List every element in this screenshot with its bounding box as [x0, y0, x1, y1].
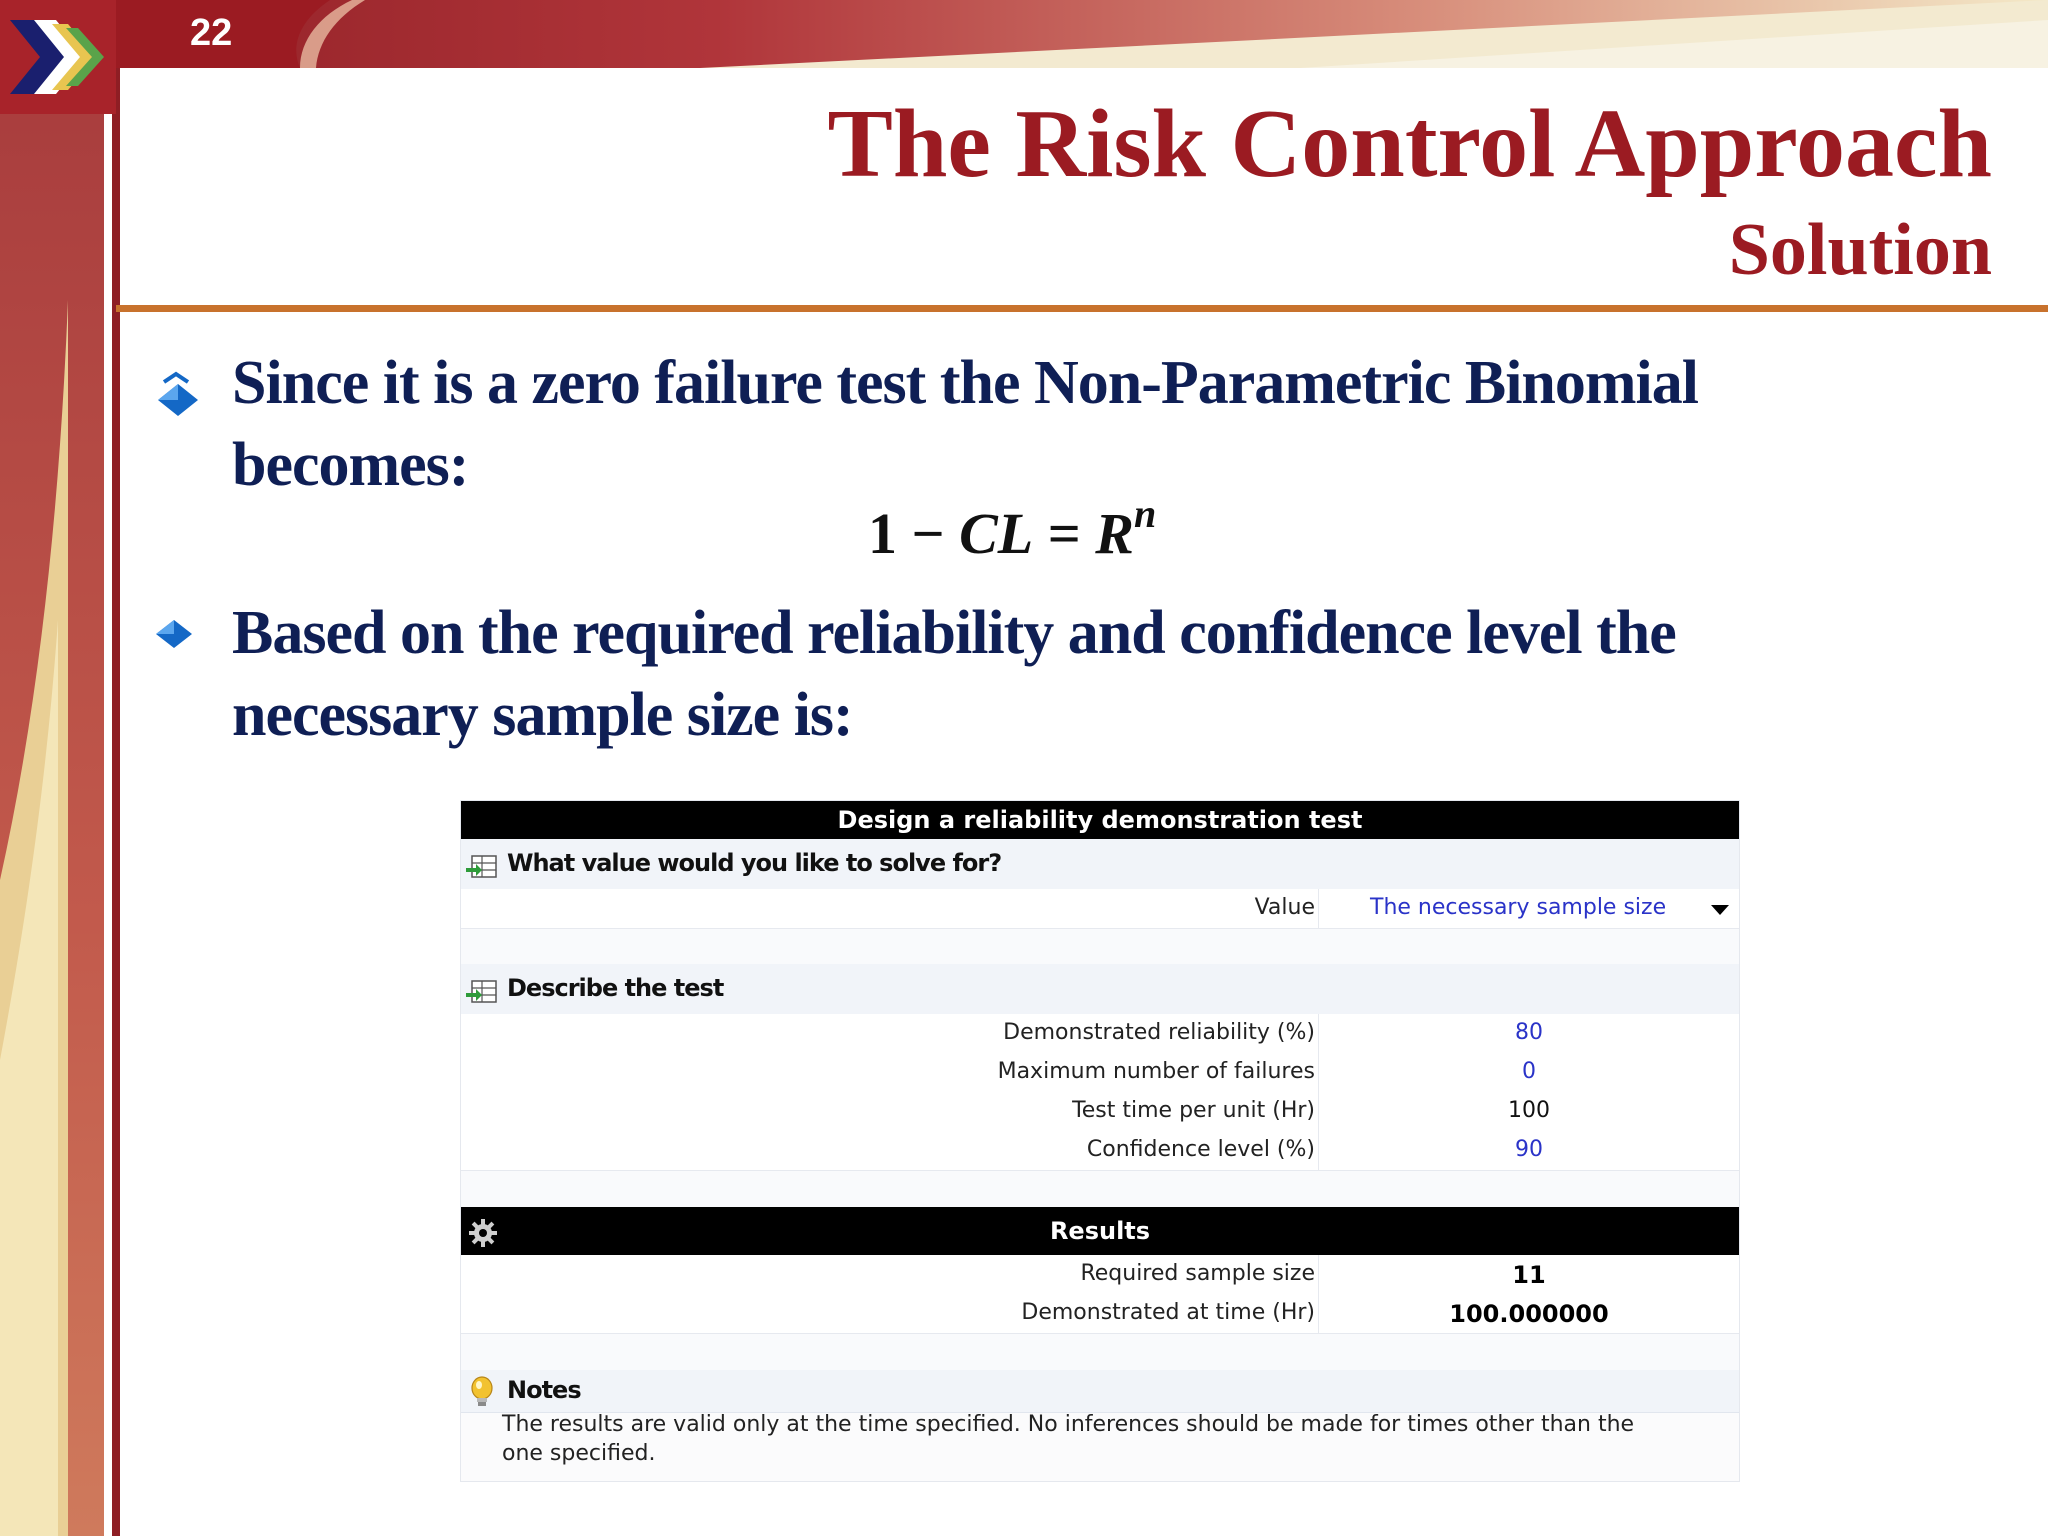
formula-minus: −	[897, 501, 960, 566]
demonstrated-time-label: Demonstrated at time (Hr)	[1021, 1300, 1315, 1325]
max-failures-label: Maximum number of failures	[997, 1059, 1315, 1084]
describe-section-heading: Describe the test	[507, 974, 724, 1002]
confidence-row[interactable]	[461, 1131, 1739, 1171]
panel-header: Design a reliability demonstration test	[461, 801, 1739, 839]
title-divider	[116, 305, 2048, 312]
dropdown-arrow-icon[interactable]	[1711, 905, 1729, 915]
page-subtitle: Solution	[1728, 209, 1992, 291]
bullet-diamond-icon	[154, 370, 204, 426]
gear-icon	[467, 1217, 499, 1249]
confidence-input[interactable]: 90	[1515, 1137, 1543, 1162]
slide-number: 22	[190, 12, 233, 54]
sample-size-label: Required sample size	[1080, 1261, 1315, 1286]
logo-chevrons-icon	[0, 0, 116, 114]
notes-heading: Notes	[507, 1376, 581, 1404]
formula-one: 1	[868, 501, 897, 566]
notes-header	[461, 1370, 1739, 1413]
reliability-label: Demonstrated reliability (%)	[1003, 1020, 1315, 1045]
bullet-sample-size: Based on the required reliability and confidence level the necessary sample size is:	[232, 599, 1676, 749]
demonstrated-time-row	[461, 1294, 1739, 1334]
max-failures-input[interactable]: 0	[1522, 1059, 1536, 1084]
value-row[interactable]	[461, 889, 1739, 929]
results-heading: Results	[1049, 1217, 1151, 1245]
test-time-input[interactable]: 100	[1508, 1098, 1550, 1123]
solve-section-header	[461, 839, 1739, 890]
bullet-diamond-icon	[154, 614, 196, 654]
sample-size-row	[461, 1255, 1739, 1295]
max-failures-row[interactable]	[461, 1053, 1739, 1093]
reliability-input[interactable]: 80	[1515, 1020, 1543, 1045]
bullet-zero-failure: Since it is a zero failure test the Non-Parametric Binomial becomes:	[232, 349, 1698, 499]
reliability-row[interactable]	[461, 1014, 1739, 1054]
solve-for-select[interactable]: The necessary sample size	[1370, 895, 1667, 920]
results-header	[461, 1207, 1739, 1255]
formula-equals: =	[1033, 501, 1096, 566]
solve-section-heading: What value would you like to solve for?	[507, 849, 1002, 877]
formula-exponent: n	[1133, 491, 1157, 536]
describe-section-header	[461, 964, 1739, 1015]
confidence-label: Confidence level (%)	[1086, 1137, 1315, 1162]
notes-text: The results are valid only at the time specified. No inferences should be made for times other than the one specified.	[502, 1412, 1635, 1466]
formula-cl: CL	[959, 501, 1034, 566]
page-title: The Risk Control Approach	[827, 90, 1992, 198]
rdt-panel	[460, 800, 1740, 1482]
input-grid-icon	[466, 978, 498, 1004]
binomial-formula	[868, 491, 1157, 567]
test-time-row[interactable]	[461, 1092, 1739, 1132]
sample-size-value: 11	[1512, 1261, 1546, 1289]
value-label: Value	[1254, 895, 1315, 920]
input-grid-icon	[466, 853, 498, 879]
test-time-label: Test time per unit (Hr)	[1072, 1098, 1315, 1123]
lightbulb-icon	[469, 1376, 495, 1410]
demonstrated-time-value: 100.000000	[1449, 1300, 1609, 1328]
formula-r: R	[1095, 501, 1134, 566]
